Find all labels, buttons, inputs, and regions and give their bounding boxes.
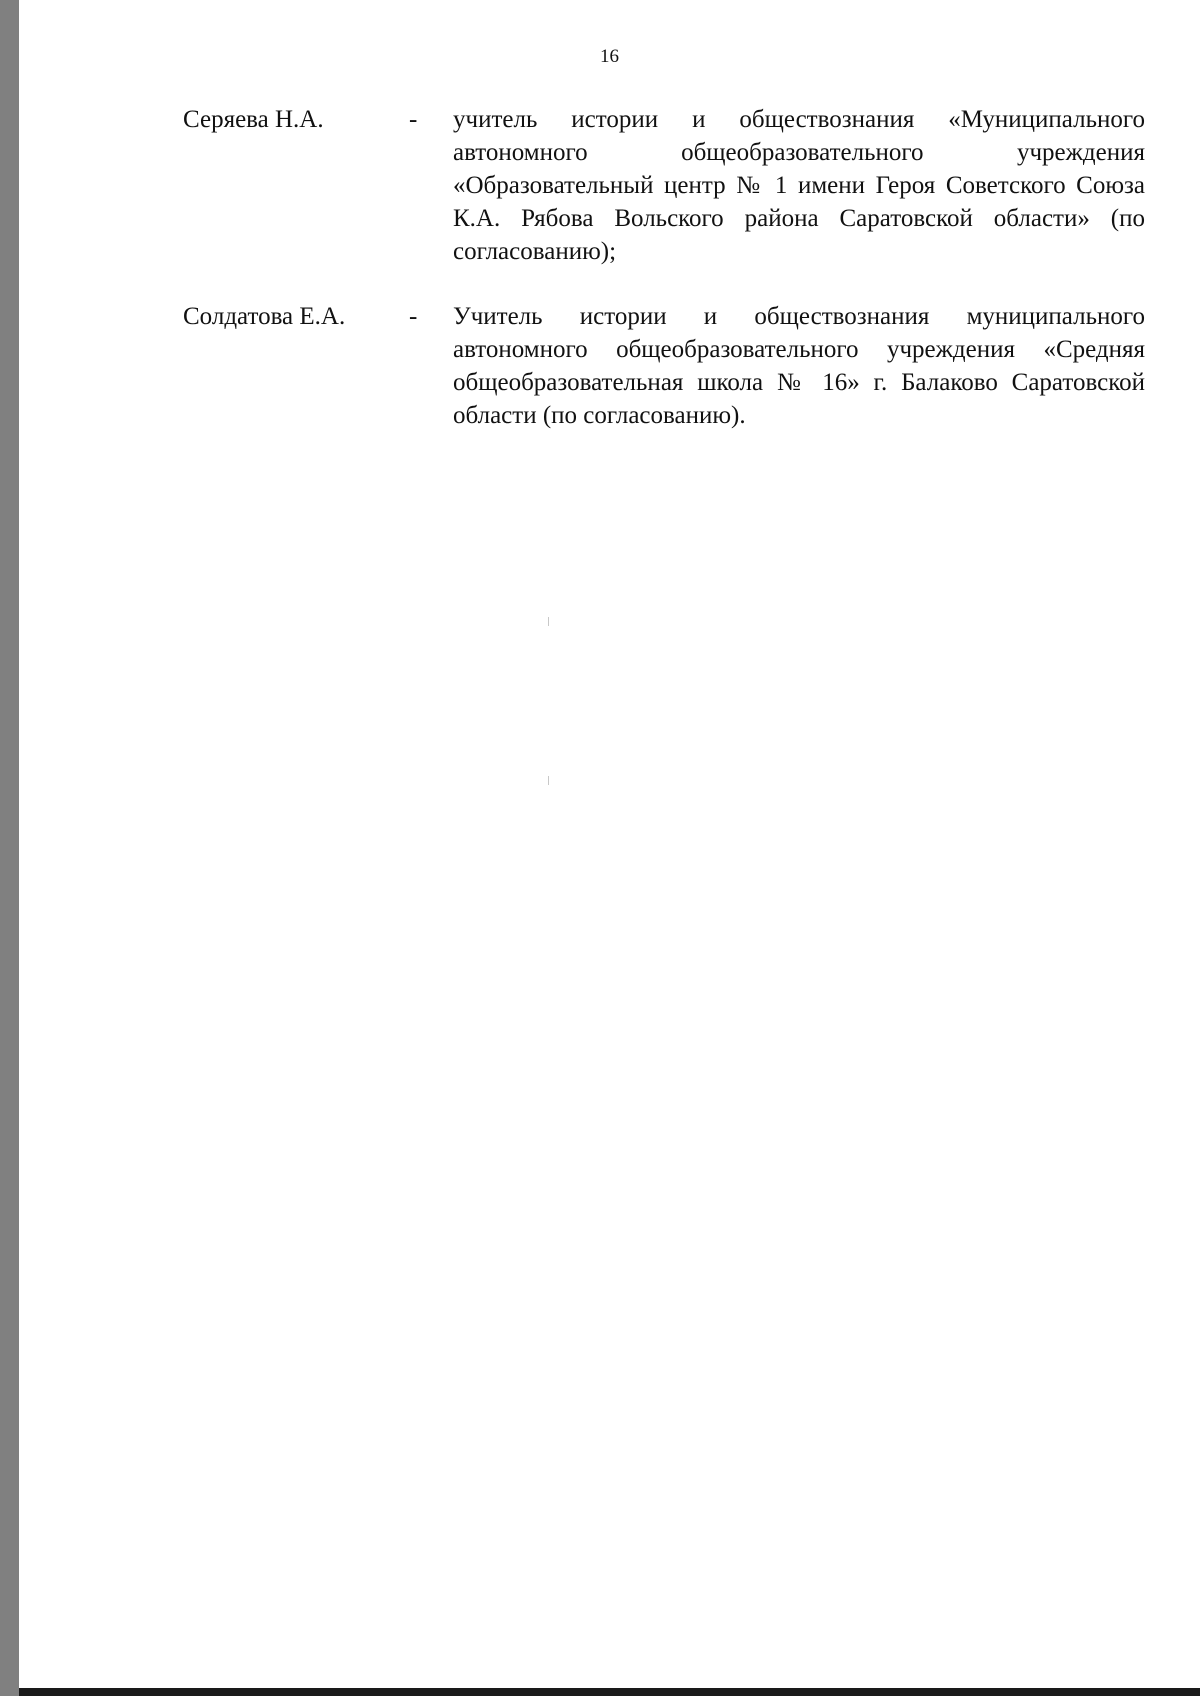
member-name: Солдатова Е.А. [183, 303, 346, 330]
scan-artifact [548, 617, 549, 626]
scan-artifact [548, 776, 549, 785]
member-description: учитель истории и обществознания «Муниципального автономного общеобразовательного учреждения «Образовательный центр № 1 имени Героя Советского Союза К.А. Рябова Вольского района Саратовской области» (по согласованию); [453, 106, 1145, 265]
member-description: Учитель истории и обществознания муниципального автономного общеобразовательного учреждения «Средняя общеобразовательная школа № 16» г. Балаково Саратовской области (по согласованию). [453, 303, 1145, 429]
member-name: Серяева Н.А. [183, 106, 324, 133]
page-bottom-edge [19, 1688, 1200, 1696]
document-page [19, 0, 1200, 1688]
entry-dash: - [409, 303, 418, 330]
page-number: 16 [600, 46, 619, 67]
entry-dash: - [409, 106, 418, 133]
